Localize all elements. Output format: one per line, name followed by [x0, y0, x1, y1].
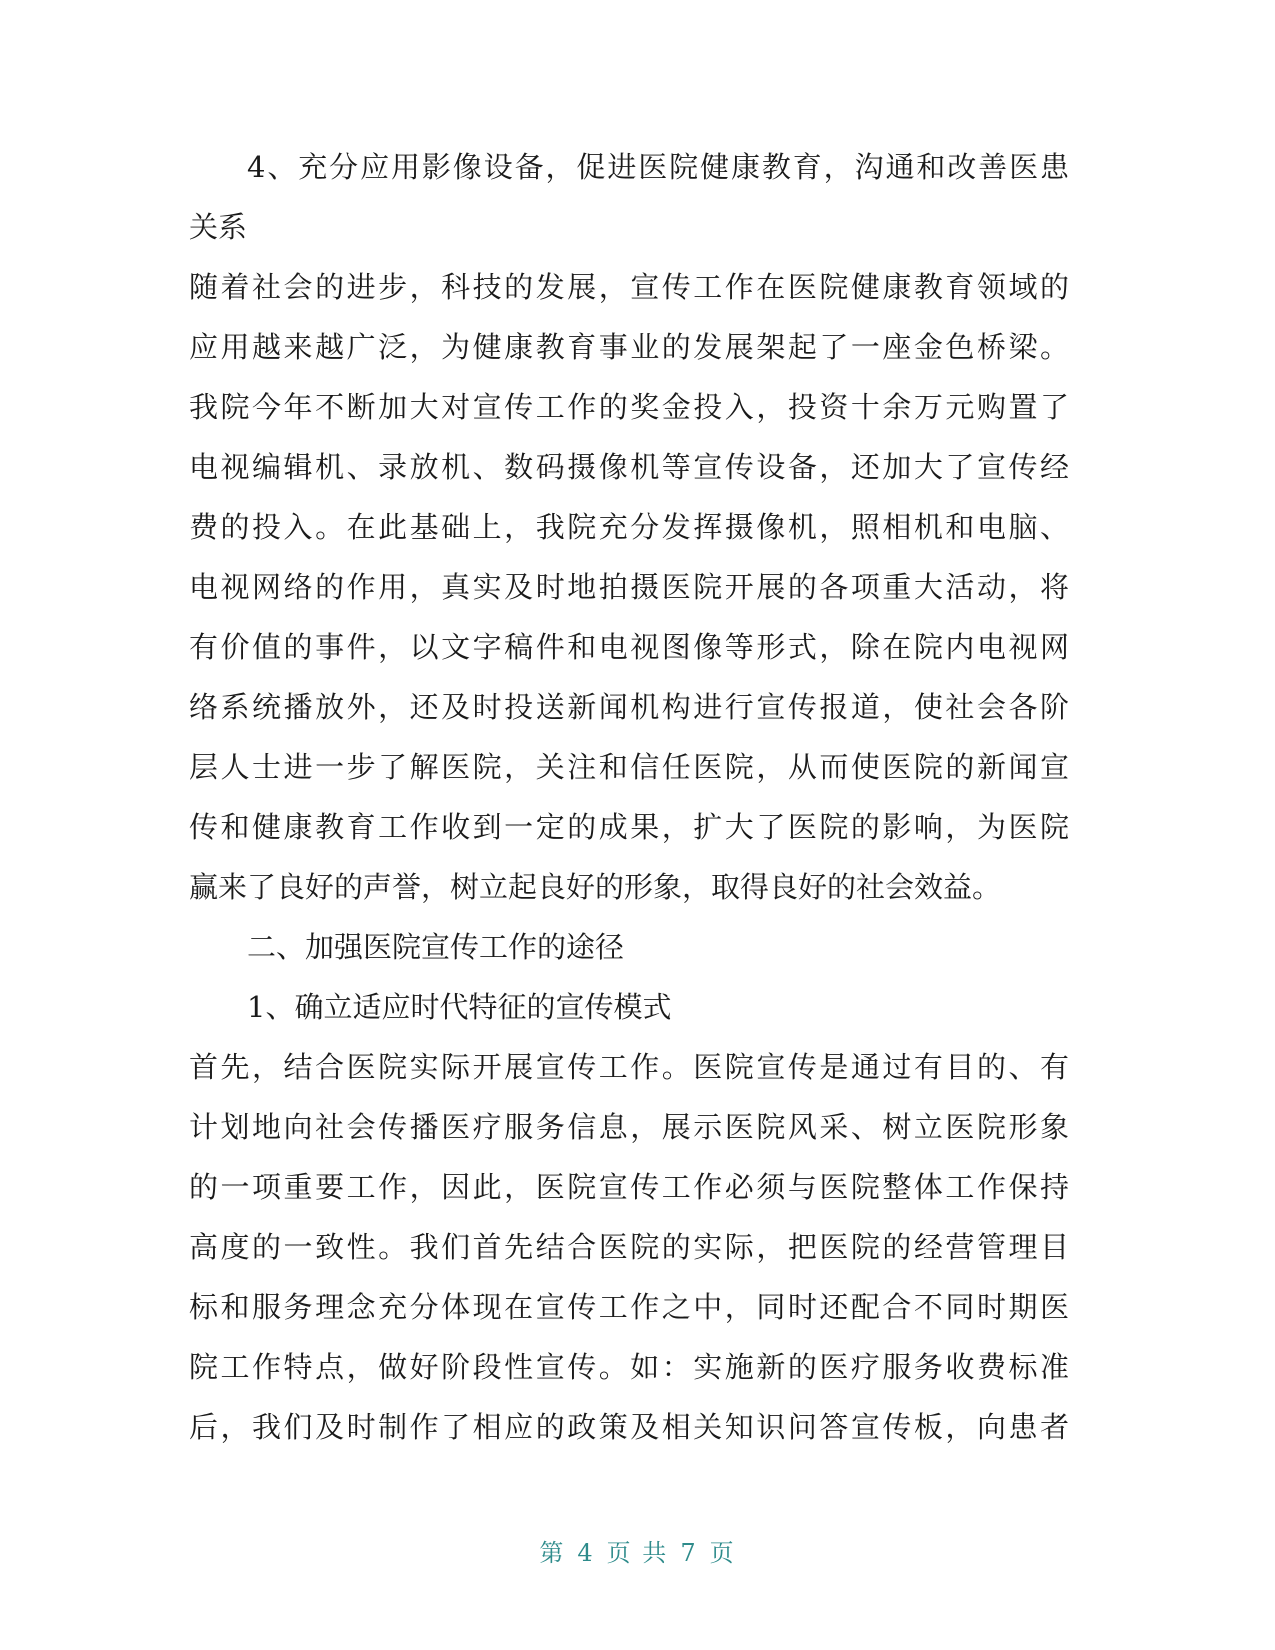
paragraph-line: 首先，结合医院实际开展宣传工作。医院宣传是通过有目的、有 [189, 1050, 1069, 1084]
paragraph-line: 有价值的事件，以文字稿件和电视图像等形式，除在院内电视网 [189, 630, 1069, 664]
heading-subsection-1: 1、确立适应时代特征的宣传模式 [247, 990, 672, 1024]
footer-suffix: 页 [709, 1539, 736, 1567]
total-pages-number: 7 [680, 1539, 698, 1567]
document-body [189, 137, 1069, 1457]
paragraph-line: 计划地向社会传播医疗服务信息，展示医院风采、树立医院形象 [189, 1110, 1069, 1144]
footer-prefix: 第 [539, 1539, 566, 1567]
paragraph-line: 络系统播放外，还及时投送新闻机构进行宣传报道，使社会各阶 [189, 690, 1069, 724]
heading-continuation: 关系 [189, 210, 248, 244]
paragraph-line: 赢来了良好的声誉，树立起良好的形象，取得良好的社会效益。 [189, 870, 1002, 904]
paragraph-line: 层人士进一步了解医院，关注和信任医院，从而使医院的新闻宣 [189, 750, 1069, 784]
paragraph-line: 应用越来越广泛，为健康教育事业的发展架起了一座金色桥梁。 [189, 330, 1069, 364]
footer-middle: 页 共 [606, 1539, 669, 1567]
paragraph-line: 我院今年不断加大对宣传工作的奖金投入，投资十余万元购置了 [189, 390, 1069, 424]
paragraph-line: 后，我们及时制作了相应的政策及相关知识问答宣传板，向患者 [189, 1410, 1069, 1444]
paragraph-line: 的一项重要工作，因此，医院宣传工作必须与医院整体工作保持 [189, 1170, 1069, 1204]
paragraph-line: 电视编辑机、录放机、数码摄像机等宣传设备，还加大了宣传经 [189, 450, 1069, 484]
paragraph-line: 传和健康教育工作收到一定的成果，扩大了医院的影响，为医院 [189, 810, 1069, 844]
heading-section-2: 二、加强医院宣传工作的途径 [247, 930, 625, 964]
heading-section-4: 4、充分应用影像设备，促进医院健康教育，沟通和改善医患 [247, 150, 1069, 184]
paragraph-line: 费的投入。在此基础上，我院充分发挥摄像机，照相机和电脑、 [189, 510, 1069, 544]
paragraph-line: 电视网络的作用，真实及时地拍摄医院开展的各项重大活动，将 [189, 570, 1069, 604]
paragraph-line: 高度的一致性。我们首先结合医院的实际，把医院的经营管理目 [189, 1230, 1069, 1264]
paragraph-line: 标和服务理念充分体现在宣传工作之中，同时还配合不同时期医 [189, 1290, 1069, 1324]
page-footer [0, 1533, 1275, 1568]
current-page-number: 4 [577, 1539, 595, 1567]
paragraph-line: 院工作特点，做好阶段性宣传。如：实施新的医疗服务收费标准 [189, 1350, 1069, 1384]
paragraph-line: 随着社会的进步，科技的发展，宣传工作在医院健康教育领域的 [189, 270, 1069, 304]
